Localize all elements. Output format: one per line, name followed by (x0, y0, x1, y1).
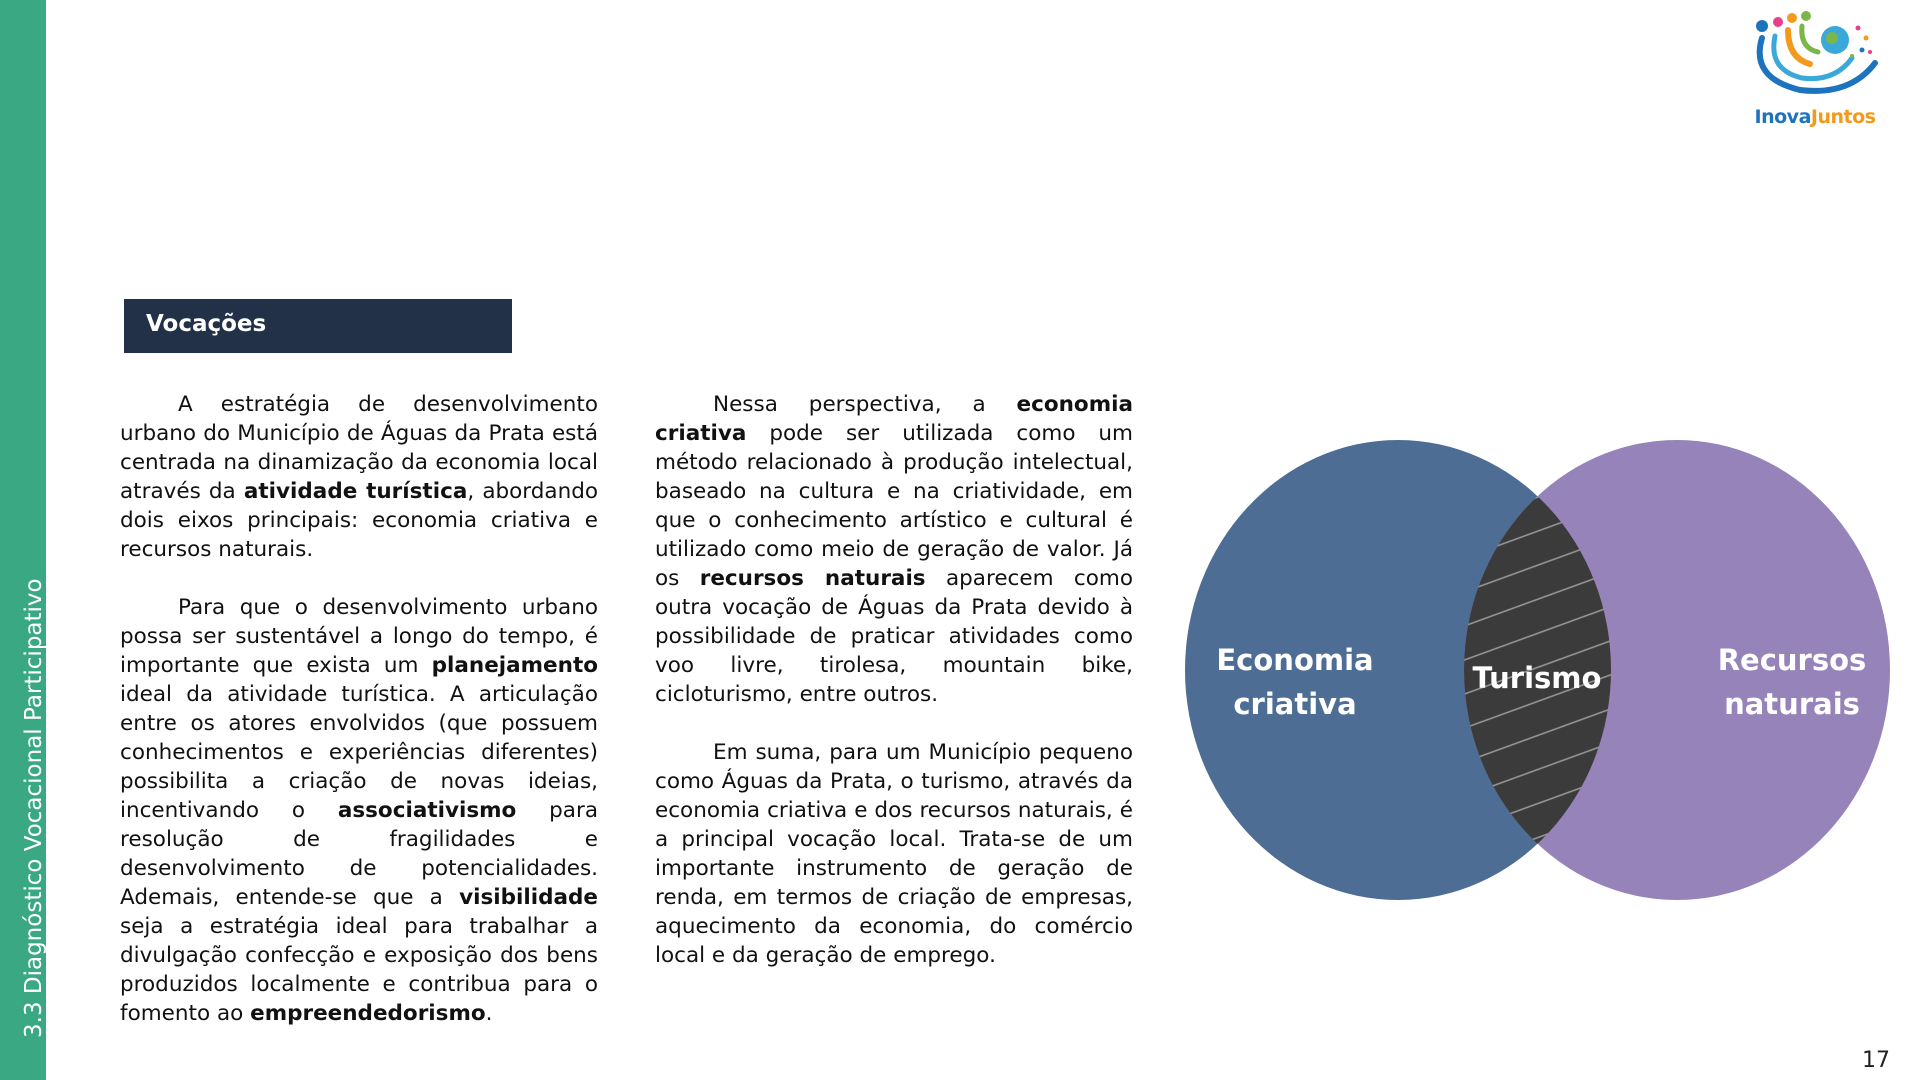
paragraph: Para que o desenvolvimento urbano possa ser sustentável a longo do tempo, é importante que exista um planejamento ideal da atividade turística. A articulação entre os atores envolvidos (que possuem conhecimentos e experiências diferentes) possibilita a criação de novas ideias, incentivando o associativismo para resolução de fragilidades e desenvolvimento de potencialidades. Ademais, entende-se que a visibilidade seja a estratégia ideal para trabalhar a divulgação confecção e exposição dos bens produzidos localmente e contribua para o fomento ao empreendedorismo. (120, 595, 598, 1026)
text-column-left (120, 390, 598, 1057)
venn-label-right: naturais (1724, 687, 1860, 721)
section-title: Vocações (124, 299, 512, 353)
venn-label-right: Recursos (1717, 643, 1867, 677)
paragraph: Nessa perspectiva, a economia criativa pode ser utilizada como um método relacionado à produção intelectual, baseado na cultura e na criatividade, em que o conhecimento artístico e cultural é utilizado como meio de geração de valor. Já os recursos naturais aparecem como outra vocação de Águas da Prata devido à possibilidade de praticar atividades como voo livre, tirolesa, mountain bike, cicloturismo, entre outros. (655, 392, 1133, 707)
venn-label-left: Economia (1216, 643, 1374, 677)
sidebar-title: 3.3 Diagnóstico Vocacional Participativo (21, 578, 47, 1038)
venn-label-center: Turismo (1472, 661, 1602, 695)
venn-label-left: criativa (1233, 687, 1357, 721)
venn-diagram (1180, 440, 1890, 900)
paragraph: Em suma, para um Município pequeno como Águas da Prata, o turismo, através da economia criativa e dos recursos naturais, é a principal vocação local. Trata-se de um importante instrumento de geração de renda, em termos de criação de empresas, aquecimento da economia, do comércio local e da geração de emprego. (655, 740, 1133, 968)
text-column-right (655, 390, 1133, 999)
paragraph: A estratégia de desenvolvimento urbano do Município de Águas da Prata está centrada na dinamização da economia local através da atividade turística, abordando dois eixos principais: economia criativa e recursos naturais. (120, 392, 599, 562)
logo-wordmark: InovaJuntos (1754, 106, 1876, 128)
page-number: 17 (1862, 1048, 1890, 1073)
